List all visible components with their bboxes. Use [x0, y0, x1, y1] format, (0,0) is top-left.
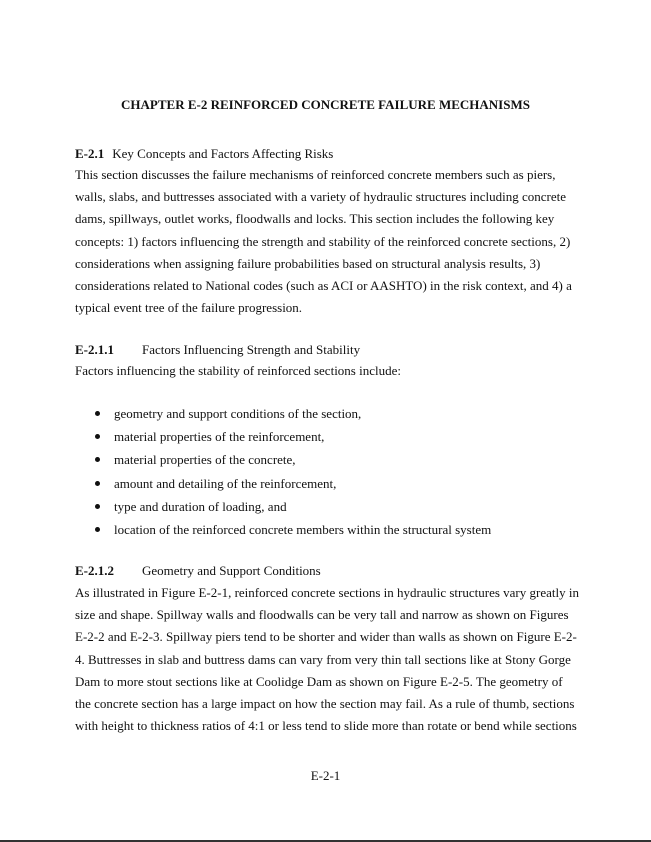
- text-line: walls, slabs, and buttresses associated with a variety of hydraulic structures including concrete: [75, 189, 566, 205]
- text-line: Dam to more stout sections like at Coolidge Dam as shown on Figure E-2-5. The geometry of: [75, 673, 563, 689]
- section-title: Factors Influencing Strength and Stability: [142, 342, 361, 357]
- page-number: E-2-1: [310, 768, 341, 783]
- text-line: with height to thickness ratios of 4:1 or less tend to slide more than rotate or bend while sections: [75, 718, 577, 734]
- section-heading-e-2-1: [75, 146, 333, 162]
- text-line: As illustrated in Figure E-2-1, reinforced concrete sections in hydraulic structures vary greatly in: [75, 585, 579, 600]
- bullet-icon: [95, 527, 100, 532]
- section-number: E-2.1.1: [75, 342, 114, 357]
- list-item: amount and detailing of the reinforcement,: [75, 472, 491, 495]
- bullet-icon: [95, 481, 100, 486]
- text-line: the concrete section has a large impact on how the section may fail. As a rule of thumb, sections: [75, 696, 575, 712]
- text-line: dams, spillways, outlet works, floodwalls and locks. This section includes the following key: [75, 211, 555, 227]
- text-line: This section discusses the failure mechanisms of reinforced concrete members such as piers,: [75, 167, 556, 182]
- text-line: 4. Buttresses in slab and buttress dams can vary from very thin tall sections like at Stony Gorge: [75, 651, 571, 667]
- text-line: concepts: 1) factors influencing the strength and stability of the reinforced concrete sections, 2): [75, 233, 571, 249]
- list-item: geometry and support conditions of the section,: [75, 402, 491, 425]
- text-line: size and shape. Spillway walls and floodwalls can be very tall and narrow as shown on Figures: [75, 607, 569, 623]
- section-title: Key Concepts and Factors Affecting Risks: [112, 146, 334, 161]
- section-number: E-2.1: [75, 146, 105, 161]
- list-item: location of the reinforced concrete members within the structural system: [75, 518, 491, 541]
- text-line: considerations when assigning failure probabilities based on structural analysis results, 3): [75, 255, 541, 271]
- bullet-icon: [95, 504, 100, 509]
- list-item: material properties of the concrete,: [75, 448, 491, 471]
- section-heading-e-2-1-2: [75, 563, 321, 579]
- bullet-icon: [95, 434, 100, 439]
- section-body-e-2-1: [75, 164, 575, 319]
- text-line: considerations related to National codes (such as ACI or AASHTO) in the risk context, and 4) a: [75, 278, 572, 294]
- text-line: Factors influencing the stability of reinforced sections include:: [75, 363, 401, 378]
- list-item: type and duration of loading, and: [75, 495, 491, 518]
- section-intro-e-2-1-1: [75, 360, 575, 382]
- factors-list: [75, 402, 491, 541]
- text-line: typical event tree of the failure progression.: [75, 300, 303, 316]
- section-heading-e-2-1-1: [75, 342, 360, 358]
- chapter-title: CHAPTER E-2 REINFORCED CONCRETE FAILURE MECHANISMS: [121, 97, 530, 112]
- text-line: E-2-2 and E-2-3. Spillway piers tend to be shorter and wider than walls as shown on Figure E-2-: [75, 629, 577, 645]
- section-body-e-2-1-2: [75, 582, 579, 737]
- section-number: E-2.1.2: [75, 563, 114, 578]
- bullet-icon: [95, 457, 100, 462]
- section-title: Geometry and Support Conditions: [142, 563, 321, 578]
- bullet-icon: [95, 411, 100, 416]
- list-item: material properties of the reinforcement,: [75, 425, 491, 448]
